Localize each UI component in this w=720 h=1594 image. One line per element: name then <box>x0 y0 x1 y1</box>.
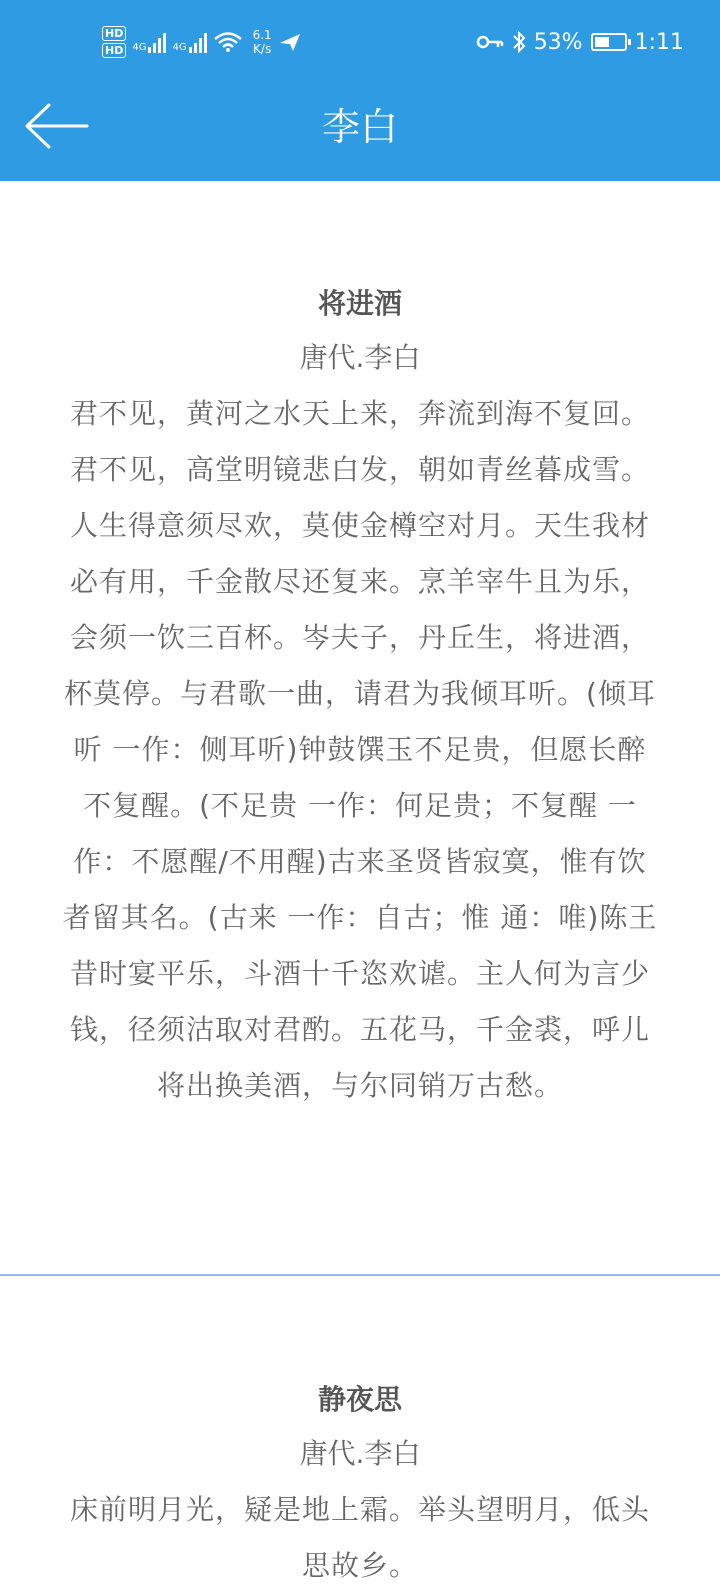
poem-body: 君不见，黄河之水天上来，奔流到海不复回。君不见，高堂明镜悲白发，朝如青丝暮成雪。人生得意须尽欢，莫使金樽空对月。天生我材必有用，千金散尽还复来。烹羊宰牛且为乐，会须一饮三百杯。岑夫子，丹丘生，将进酒，杯莫停。与君歌一曲，请君为我倾耳听。(倾耳听 一作：侧耳听)钟鼓馔玉不足贵，但愿长醉不复醒。(不足贵 一作：何足贵；不复醒 一作：不愿醒/不用醒)古来圣贤皆寂寞，惟有饮者留其名。(古来 一作：自古；惟 通：唯)陈王昔时宴平乐，斗酒十千恣欢谑。主人何为言少钱，径须沽取对君酌。五花马，千金裘，呼儿将出换美酒，与尔同销万古愁。 <box>62 397 658 1102</box>
network-type-label: 4G <box>172 42 187 53</box>
poem-title: 将进酒 <box>317 287 402 320</box>
hd-badge: HD <box>102 26 126 41</box>
signal-bars-icon <box>148 31 166 53</box>
battery-icon <box>591 33 627 51</box>
status-right <box>476 20 684 64</box>
signal-1 <box>132 31 166 53</box>
speed-value: 6.1 <box>252 28 272 42</box>
network-speed <box>253 28 272 56</box>
poem-author: 唐代.李白 <box>299 1437 421 1470</box>
poem-author: 唐代.李白 <box>299 341 421 374</box>
battery-fill <box>595 37 610 47</box>
page-title: 李白 <box>321 105 398 149</box>
divider <box>0 1274 720 1276</box>
bluetooth-icon <box>512 30 526 54</box>
hd-badge: HD <box>102 43 126 58</box>
status-bar <box>0 0 720 84</box>
poem-card[interactable] <box>60 278 660 1114</box>
poem-body: 床前明月光，疑是地上霜。举头望明月，低头思故乡。 <box>69 1493 650 1582</box>
wifi-icon <box>213 31 243 53</box>
app-header <box>0 0 720 181</box>
network-type-label: 4G <box>132 42 147 53</box>
key-icon <box>476 34 504 50</box>
signal-2 <box>172 31 206 53</box>
poem-title: 静夜思 <box>317 1383 402 1416</box>
battery-percent: 53% <box>533 29 583 55</box>
clock: 1:11 <box>634 29 684 55</box>
poem-card[interactable] <box>60 1374 660 1594</box>
send-icon <box>278 31 302 53</box>
speed-unit: K/s <box>253 42 272 56</box>
status-left <box>102 20 302 64</box>
hd-indicators <box>102 26 126 58</box>
signal-bars-icon <box>189 31 207 53</box>
